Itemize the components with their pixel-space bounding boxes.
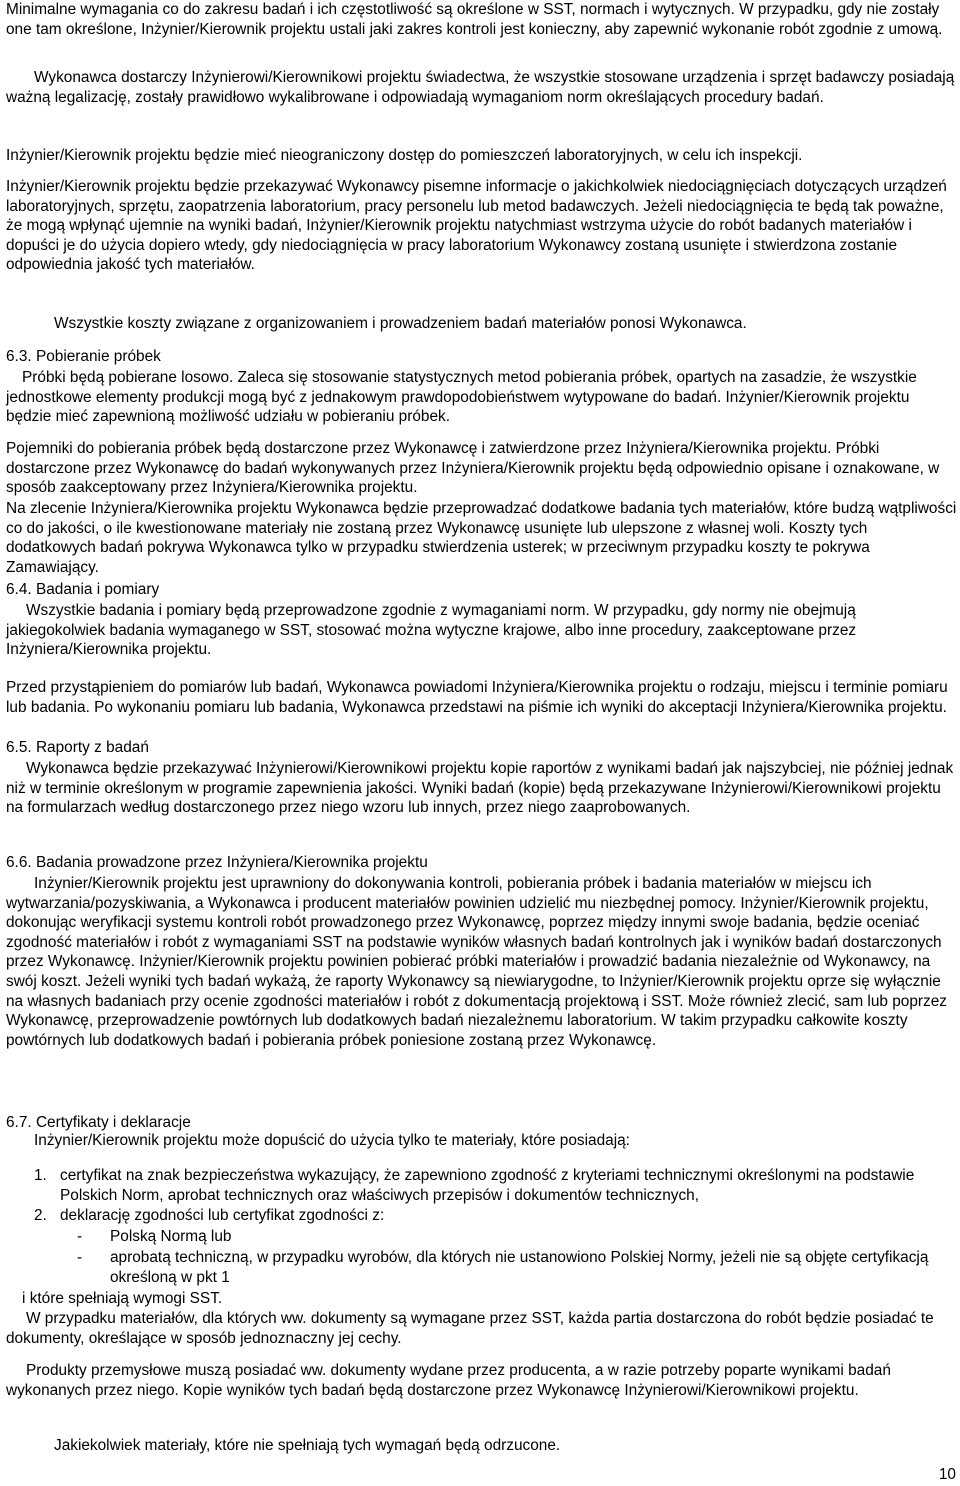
paragraph-test-costs: Wszystkie koszty związane z organizowaniem i prowadzeniem badań materiałów ponosi Wykonawca. (54, 315, 747, 332)
list-item-1-number: 1. (34, 1167, 47, 1184)
list-item-2-number: 2. (34, 1207, 47, 1224)
heading-6-6: 6.6. Badania prowadzone przez Inżyniera/Kierownika projektu (6, 854, 428, 871)
paragraph-batch-documents: W przypadku materiałów, dla których ww. dokumenty są wymagane przez SST, każda partia dostarczona do robót będzie posiadać te dokumenty, określające w sposób jednoznaczny jej cechy. (6, 1310, 934, 1347)
sublist-item-2-dash: - (77, 1249, 83, 1266)
paragraph-equipment-certificates: Wykonawca dostarczy Inżynierowi/Kierownikowi projektu świadectwa, że wszystkie stosowane urządzenia i sprzęt badawczy posiadają ważną legalizację, zostały prawidłowo wykalibrowane i odpowiadają wymaganiom norm określających procedury badań. (6, 69, 955, 106)
heading-6-7: 6.7. Certyfikaty i deklaracje (6, 1114, 191, 1131)
paragraph-engineer-tests: Inżynier/Kierownik projektu jest uprawniony do dokonywania kontroli, pobierania próbek i badania materiałów w miejscu ich wytwarzania/pozyskiwania, a Wykonawca i producent materiałów powinien udzielić mu niezbędnej pomocy. Inżynier/Kierownik projektu, dokonując weryfikacji systemu kontroli robót prowadzonego przez Wykonawcę, poprzez między innymi swoje badania, będzie oceniać zgodność materiałów i robót z wymaganiami SST na podstawie wyników własnych badań kontrolnych jak i wyników badań dostarczonych przez Wykonawcę. Inżynier/Kierownik projektu powinien pobierać próbki materiałów i prowadzić badania niezależnie od Wykonawcy, na swój koszt. Jeżeli wyniki tych badań wykażą, że raporty Wykonawcy są niewiarygodne, to Inżynier/Kierownik projektu oprze się wyłącznie na własnych badaniach przy ocenie zgodności materiałów i robót z dokumentacją projektową i SST. Może również zlecić, sam lub poprzez Wykonawcę, przeprowadzenie powtórnych lub dodatkowych badań niezależnemu laboratorium. W takim przypadku całkowite koszty powtórnych lub dodatkowych badań i pobierania próbek poniesione zostaną przez Wykonawcę. (6, 875, 947, 1049)
sublist-item-1-dash: - (77, 1228, 83, 1245)
list-item-2-text: deklarację zgodności lub certyfikat zgodności z: (60, 1207, 385, 1224)
paragraph-sst-requirements: i które spełniają wymogi SST. (22, 1290, 223, 1307)
paragraph-lab-access: Inżynier/Kierownik projektu będzie mieć nieograniczony dostęp do pomieszczeń laboratoryjnych, w celu ich inspekcji. (6, 147, 803, 164)
paragraph-rejected-materials: Jakiekolwiek materiały, które nie spełniają tych wymagań będą odrzucone. (54, 1437, 561, 1454)
sublist-item-2-text: aprobatą techniczną, w przypadku wyrobów, dla których nie ustanowiono Polskiej Normy, jeżeli nie są objęte certyfikacją określoną w pkt 1 (110, 1249, 929, 1286)
paragraph-lab-deficiencies: Inżynier/Kierownik projektu będzie przekazywać Wykonawcy pisemne informacje o jakichkolwiek niedociągnięciach dotyczących urządzeń laboratoryjnych, sprzętu, zaopatrzenia laboratorium, pracy personelu lub metod badawczych. Jeżeli niedociągnięcia te będą tak poważne, że mogą wpłynąć ujemnie na wyniki badań, Inżynier/Kierownik projektu natychmiast wstrzyma użycie do robót badanych materiałów i dopuści je do użycia dopiero wtedy, gdy niedociągnięcia w pracy laboratorium Wykonawcy zostaną usunięte i stwierdzona zostanie odpowiednia jakość tych materiałów. (6, 178, 947, 274)
paragraph-test-scope: Minimalne wymagania co do zakresu badań i ich częstotliwość są określone w SST, normach i wytycznych. W przypadku, gdy nie zostały one tam określone, Inżynier/Kierownik projektu ustali jaki zakres kontroli jest konieczny, aby zapewnić wykonanie robót zgodnie z umową. (6, 1, 943, 38)
paragraph-allowed-materials: Inżynier/Kierownik projektu może dopuścić do użycia tylko te materiały, które posiadają: (34, 1132, 630, 1149)
paragraph-tests-standards: Wszystkie badania i pomiary będą przeprowadzone zgodnie z wymaganiami norm. W przypadku, gdy normy nie obejmują jakiegokolwiek badania wymaganego w SST, stosować można wytyczne krajowe, albo inne procedury, zaakceptowane przez Inżyniera/Kierownika projektu. (6, 602, 857, 659)
paragraph-test-reports: Wykonawca będzie przekazywać Inżynierowi/Kierownikowi projektu kopie raportów z wynikami badań jak najszybciej, nie później jednak niż w terminie określonym w programie zapewnienia jakości. Wyniki badań (kopie) będą przekazywane Inżynierowi/Kierownikowi projektu na formularzach według dostarczonego przez niego wzoru lub innych, przez niego zaaprobowanych. (6, 760, 954, 817)
list-item-1-text: certyfikat na znak bezpieczeństwa wykazujący, że zapewniono zgodność z kryteriami technicznymi określonymi na podstawie Polskich Norm, aprobat technicznych oraz właściwych przepisów i dokumentów technicznych, (60, 1167, 915, 1204)
heading-6-4: 6.4. Badania i pomiary (6, 581, 160, 598)
heading-6-5: 6.5. Raporty z badań (6, 739, 149, 756)
paragraph-random-sampling: Próbki będą pobierane losowo. Zaleca się stosowanie statystycznych metod pobierania próbek, opartych na zasadzie, że wszystkie jednostkowe elementy produkcji mogą być z jednakowym prawdopodobieństwem wytypowane do badań. Inżynier/Kierownik projektu będzie mieć zapewnioną możliwość udziału w pobieraniu próbek. (6, 369, 917, 426)
paragraph-test-notification: Przed przystąpieniem do pomiarów lub badań, Wykonawca powiadomi Inżyniera/Kierownika projektu o rodzaju, miejscu i terminie pomiaru lub badania. Po wykonaniu pomiaru lub badania, Wykonawca przedstawi na piśmie ich wyniki do akceptacji Inżyniera/Kierownika projektu. (6, 679, 948, 716)
heading-6-3: 6.3. Pobieranie próbek (6, 348, 161, 365)
paragraph-industrial-products: Produkty przemysłowe muszą posiadać ww. dokumenty wydane przez producenta, a w razie potrzeby poparte wynikami badań wykonanych przez niego. Kopie wyników tych badań będą dostarczone przez Wykonawcę Inżynierowi/Kierownikowi projektu. (6, 1362, 891, 1399)
sublist-item-1-text: Polską Normą lub (110, 1228, 232, 1245)
page-number: 10 (938, 1466, 956, 1483)
paragraph-additional-tests: Na zlecenie Inżyniera/Kierownika projektu Wykonawca będzie przeprowadzać dodatkowe badania tych materiałów, które budzą wątpliwości co do jakości, o ile kwestionowane materiały nie zostaną przez Wykonawcę usunięte lub ulepszone z własnej woli. Koszty tych dodatkowych badań pokrywa Wykonawca tylko w przypadku stwierdzenia usterek; w przeciwnym przypadku koszty te pokrywa Zamawiający. (6, 500, 957, 576)
paragraph-sample-containers: Pojemniki do pobierania próbek będą dostarczone przez Wykonawcę i zatwierdzone przez Inżyniera/Kierownika projektu. Próbki dostarczone przez Wykonawcę do badań wykonywanych przez Inżyniera/Kierownik projektu będą odpowiednio opisane i oznakowane, w sposób zaakceptowany przez Inżyniera/Kierownika projektu. (6, 440, 940, 497)
